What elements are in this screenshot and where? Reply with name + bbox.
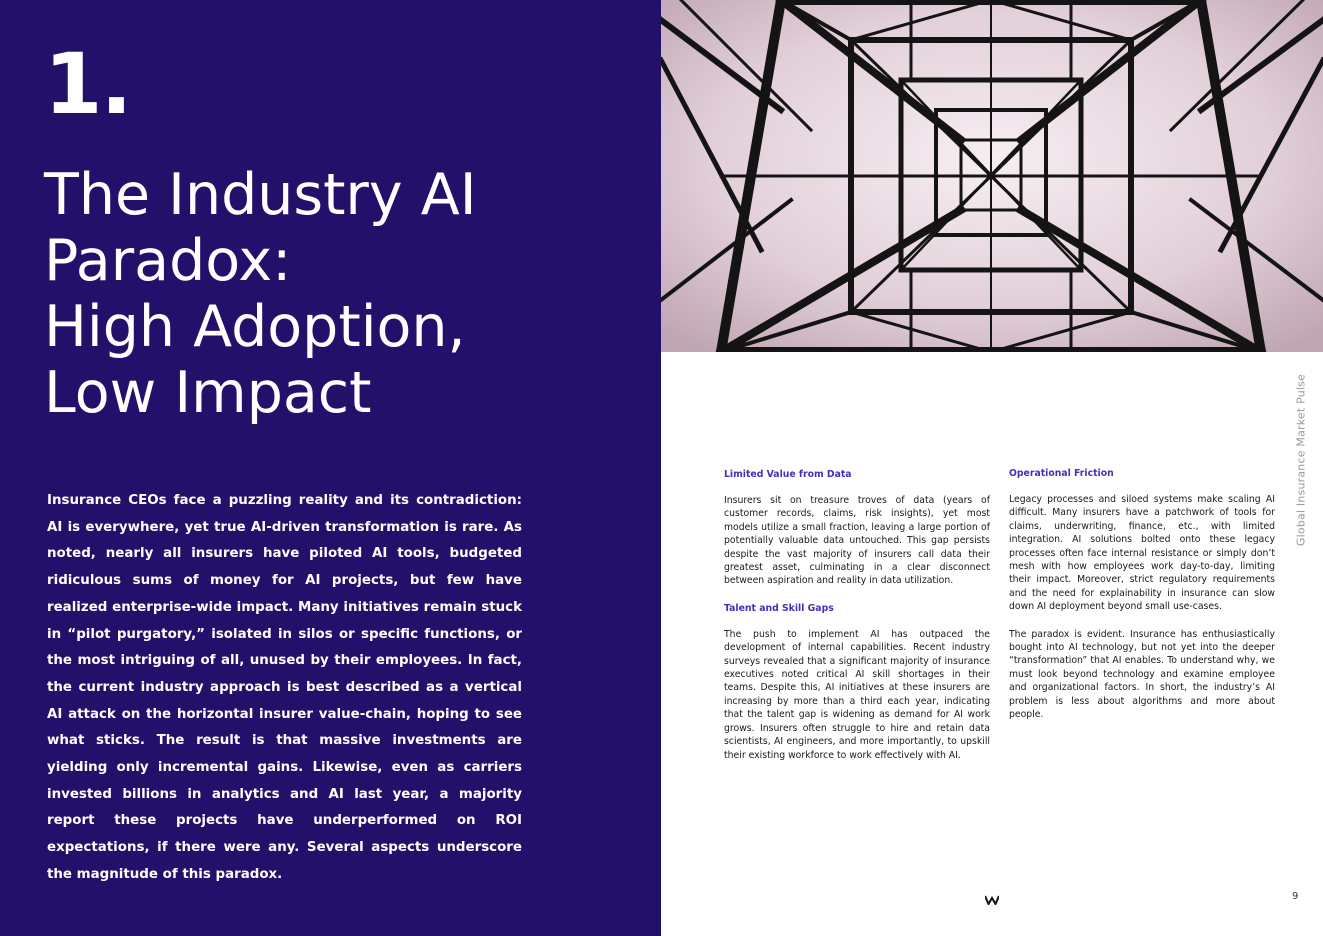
headline-line: High Adoption, xyxy=(44,294,466,360)
headline-line: The Industry AI xyxy=(44,162,477,228)
headline-line: Low Impact xyxy=(44,360,372,426)
transmission-tower-photo-graphic xyxy=(661,0,1323,352)
section-body: Insurers sit on treasure troves of data (years of customer records, claims, risk insights), yet most models utilize a small fraction, leaving a large portion of potentially valuable data untouched. This gap persists despite the vast majority of insurers call data their greatest asset, culminating in a clear disconnect between aspiration and reality in data utilization. xyxy=(724,495,990,587)
section-heading: Operational Friction xyxy=(1009,468,1114,479)
column-left xyxy=(724,468,990,776)
conclusion-paragraph: The paradox is evident. Insurance has enthusiastically bought into AI technology, but not yet into the deeper “transformation” that AI enables. To understand why, we must look beyond technology and examine employee and organizational factors. In short, the industry’s AI problem is less about algorithms and more about people. xyxy=(1009,628,1275,721)
chapter-number: 1. xyxy=(44,35,131,133)
section-heading: Talent and Skill Gaps xyxy=(724,602,834,614)
intro-paragraph: Insurance CEOs face a puzzling reality and its contradiction: AI is everywhere, yet true AI-driven transformation is rare. As noted, nearly all insurers have piloted AI tools, budgeted ridiculous sums of money for AI projects, but few have realized enterprise-wide impact. Many initiatives remain stuck in “pilot purgatory,” isolated in silos or specific functions, or the most intriguing of all, unused by their employees. In fact, the current industry approach is best described as a vertical AI attack on the horizontal insurer value-chain, hoping to see what sticks. The result is that massive investments are yielding only incremental gains. Likewise, even as carriers invested billions in analytics and AI last year, a majority report these projects have underperformed on ROI expectations, if there were any. Several aspects underscore the magnitude of this paradox. xyxy=(47,493,522,882)
left-panel xyxy=(0,0,661,936)
section-body: The push to implement AI has outpaced the development of internal capabilities. Recent industry surveys revealed that a significant majority of insurance executives noted critical AI skill shortages in their teams. Despite this, AI initiatives at these insurers are increasing by more than a third each year, indicating that the talent gap is widening as demand for AI work grows. Insurers often struggle to hire and retain data scientists, AI engineers, and more importantly, to upskill their existing workforce to work effectively with AI. xyxy=(724,628,990,761)
headline-line: Paradox: xyxy=(44,228,292,294)
column-right xyxy=(1009,467,1275,736)
section-body: Legacy processes and siloed systems make scaling AI difficult. Many insurers have a patchwork of tools for claims, underwriting, finance, etc., with limited integration. AI solutions bolted onto these legacy processes often face internal resistance or simply don’t mesh with how employees work day-to-day, limiting their impact. Moreover, strict regulatory requirements and the need for explainability in insurance can slow down AI deployment beyond small use-cases. xyxy=(1009,494,1275,613)
chapter-headline xyxy=(44,162,644,426)
w-logo-icon xyxy=(985,890,999,900)
page-number: 9 xyxy=(1292,891,1299,902)
section-heading: Limited Value from Data xyxy=(724,469,852,480)
publication-side-label: Global Insurance Market Pulse xyxy=(1294,373,1308,547)
transmission-tower-photo xyxy=(661,0,1323,352)
